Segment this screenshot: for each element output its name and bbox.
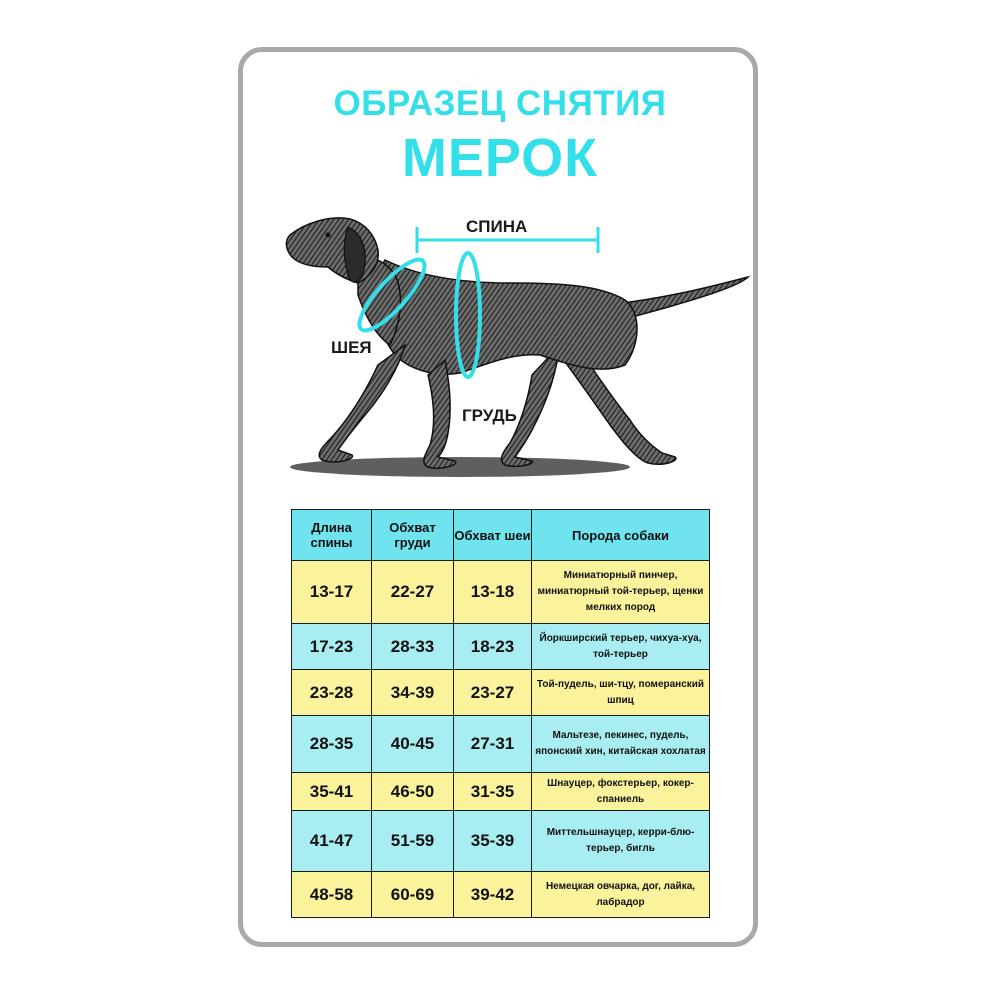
- cell-breed: Миттельшнауцер, керри-блю-терьер, бигль: [532, 811, 710, 872]
- cell-chest-girth: 60-69: [372, 872, 454, 918]
- table-row: [292, 624, 710, 670]
- table-row: [292, 811, 710, 872]
- cell-back-length: 41-47: [292, 811, 372, 872]
- dog-front-leg-back: [424, 360, 456, 468]
- table-row: [292, 716, 710, 773]
- dog-eye: [326, 233, 331, 238]
- cell-neck-girth: 27-31: [454, 716, 532, 773]
- cell-neck-girth: 39-42: [454, 872, 532, 918]
- cell-breed: Немецкая овчарка, дог, лайка, лабрадор: [532, 872, 710, 918]
- dog-front-leg-front: [319, 345, 405, 462]
- title-line-2: МЕРОК: [401, 128, 599, 188]
- cell-neck-girth: 35-39: [454, 811, 532, 872]
- cell-back-length: 35-41: [292, 773, 372, 811]
- cell-chest-girth: 34-39: [372, 670, 454, 716]
- cell-chest-girth: 28-33: [372, 624, 454, 670]
- dog-tail: [622, 277, 748, 319]
- cell-back-length: 48-58: [292, 872, 372, 918]
- table-row: [292, 561, 710, 624]
- cell-back-length: 23-28: [292, 670, 372, 716]
- cell-back-length: 13-17: [292, 561, 372, 624]
- cell-breed: Шнауцер, фокстерьер, кокер-спаниель: [532, 773, 710, 811]
- cell-back-length: 28-35: [292, 716, 372, 773]
- table-row: [292, 670, 710, 716]
- table-row: [292, 773, 710, 811]
- cell-neck-girth: 18-23: [454, 624, 532, 670]
- size-table: [291, 509, 710, 918]
- header-breed: Порода собаки: [532, 510, 710, 561]
- header-neck-girth: Обхват шеи: [454, 510, 532, 561]
- cell-chest-girth: 40-45: [372, 716, 454, 773]
- cell-breed: Йоркширский терьер, чихуа-хуа, той-терьер: [532, 624, 710, 670]
- cell-breed: Мальтезе, пекинес, пудель, японский хин, китайская хохлатая: [532, 716, 710, 773]
- back-label: СПИНА: [466, 217, 528, 236]
- table-header-row: [292, 510, 710, 561]
- table-row: [292, 872, 710, 918]
- title-line-1: ОБРАЗЕЦ СНЯТИЯ: [333, 84, 667, 123]
- cell-neck-girth: 31-35: [454, 773, 532, 811]
- chest-label: ГРУДЬ: [462, 406, 517, 425]
- cell-neck-girth: 13-18: [454, 561, 532, 624]
- cell-chest-girth: 51-59: [372, 811, 454, 872]
- cell-chest-girth: 22-27: [372, 561, 454, 624]
- cell-breed: Миниатюрный пинчер, миниатюрный той-терьер, щенки мелких пород: [532, 561, 710, 624]
- dog-body: [372, 260, 637, 374]
- header-chest-girth: Обхват груди: [372, 510, 454, 561]
- neck-label: ШЕЯ: [331, 338, 372, 357]
- cell-neck-girth: 23-27: [454, 670, 532, 716]
- cell-back-length: 17-23: [292, 624, 372, 670]
- cell-chest-girth: 46-50: [372, 773, 454, 811]
- header-back-length: Длина спины: [292, 510, 372, 561]
- cell-breed: Той-пудель, ши-тцу, померанский шпиц: [532, 670, 710, 716]
